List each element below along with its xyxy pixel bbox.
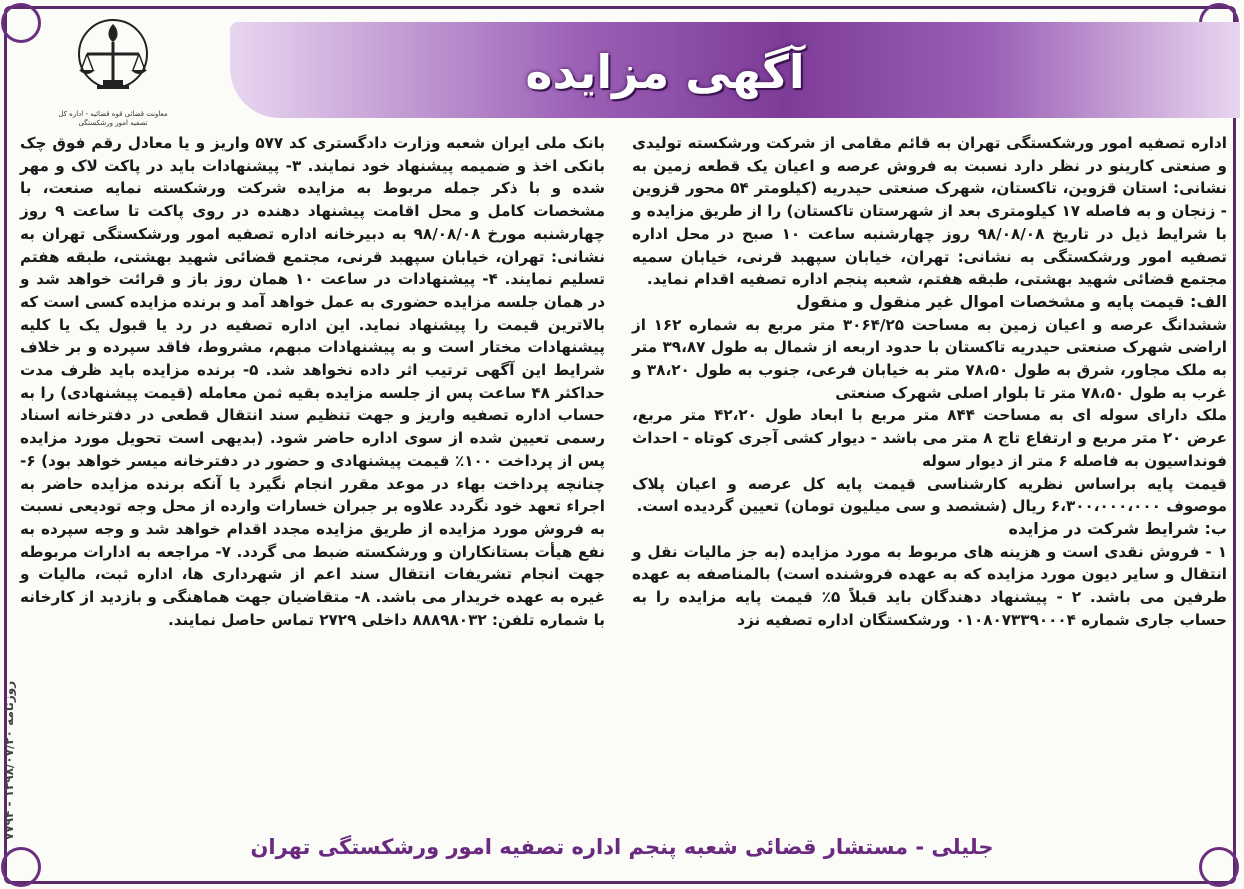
base-price: قیمت پایه براساس نظریه کارشناسی قیمت پایه کل عرصه و اعیان پلاک موصوف ۶،۳۰۰،۰۰۰،۰۰۰ ریال (ششصد و سی میلیون تومان) تعیین گردیده است. [632,474,1227,516]
conditions-start: ۱ - فروش نقدی است و هزینه های مربوط به مورد مزایده (به جز مالیات نقل و انتقال و سایر دیون مورد مزایده که به عهده فروشنده است) بالمناصفه به عهده طرفین می باشد. ۲ - پیشنهاد دهندگان باید قبلاً ۵٪ قیمت پایه مزایده را به حساب جاری شماره ۰۱۰۸۰۷۳۳۹۰۰۰۴ ورشکستگان اداره تصفیه نزد [632,542,1227,629]
right-column [632,132,1227,631]
corner-ornament [1,3,41,43]
shed-description: ملک دارای سوله ای به مساحت ۸۴۴ متر مربع با ابعاد طول ۴۲،۲۰ متر مربع، عرض ۲۰ متر مربع و ارتفاع تاج ۸ متر می باشد - دیوار کشی آجری کوتاه - احداث فونداسیون به فاصله ۶ متر از دیوار سوله [632,406,1227,470]
intro-paragraph [632,132,1227,291]
signature-line: جلیلی - مستشار قضائی شعبه پنجم اداره تصفیه امور ورشکستگی تهران [250,835,994,859]
section-b-heading: ب: شرایط شرکت در مزایده [1008,518,1227,538]
scales-of-justice-icon [63,14,163,110]
newspaper-date-stamp: روزنامه ۱۳۹۸/۰۷/۲۰ - ۷۷۹۴ [2,680,16,840]
left-column [20,132,605,631]
section-a-heading: الف: قیمت پایه و مشخصات اموال غیر منقول و منقول [796,291,1227,311]
conditions-continued: بانک ملی ایران شعبه وزارت دادگستری کد ۵۷۷ واریز و یا معادل رقم فوق چک بانکی اخذ و ضمیمه پیشنهاد خود نمایند. ۳- پیشنهادات باید در پاکت لاک و مهر شده و با ذکر جمله مربوط به مزایده شرکت ورشکسته نمایه صنعت، با مشخصات کامل و محل اقامت پیشنهاد دهنده در روی پاکت تا ساعت ۹ روز چهارشنبه مورخ ۹۸/۰۸/۰۸ به دبیرخانه اداره تصفیه امور ورشکستگی تهران به نشانی: تهران، خیابان سپهبد قرنی، مجتمع قضائی شهید بهشتی، طبقه هفتم تسلیم نمایند. ۴- پیشنهادات در ساعت ۱۰ همان روز باز و قرائت خواهد شد و در همان جلسه مزایده حضوری به عمل خواهد آمد و برنده مزایده کسی است که بالاترین قیمت را پیشنهاد نماید. این اداره تصفیه در رد یا قبول یک یا کلیه پیشنهادات مختار است و به پیشنهادات مبهم، مشروط، فاقد سپرده و بر خلاف شرایط این آگهی ترتیب اثر داده نخواهد شد. ۵- برنده مزایده باید ظرف مدت حداکثر ۴۸ ساعت پس از جلسه مزایده بقیه ثمن معامله (قیمت پیشنهادی) را به حساب اداره تصفیه واریز و جهت تنظیم سند انتقال قطعی در دفترخانه اسناد رسمی تعیین شده از سوی اداره حاضر شود. (بدیهی است تحویل مورد مزایده پس از پرداخت ۱۰۰٪ قیمت پیشنهادی و حضور در دفترخانه میسر خواهد بود) ۶- چنانچه پرداخت بهاء در موعد مقرر انجام نگیرد یا آنکه برنده مزایده حاضر به اجراء تعهد خود نگردد علاوه بر جبران خسارات وارده از محل وجه تودیعی نسبت به فروش مورد مزایده از طریق مزایده مجدد اقدام خواهد شد و وجه سپرده به نفع هیأت بستانکاران و ورشکسته ضبط می گردد. ۷- مراجعه به ادارات مربوطه جهت انجام تشریفات انتقال سند اعم از شهرداری ها، اداره ثبت، مالیات و غیره به عهده خریدار می باشد. ۸- متقاضیان جهت هماهنگی و بازدید از کارخانه با شماره تلفن: ۸۸۸۹۸۰۳۲ داخلی ۲۷۲۹ تماس حاصل نمایند. [20,134,606,629]
judiciary-emblem [58,14,168,134]
intro-text: به قائم مقامی از شرکت ورشکسته تولیدی و صنعتی کارینو در نظر دارد نسبت به فروش عرصه و اعیان یک قطعه زمین به نشانی: استان قزوین، تاکستان، شهرک صنعتی حیدریه (کیلومتر ۵۴ محور قزوین - زنجان و به فاصله ۱۷ کیلومتری بعد از شهرستان تاکستان) را از طریق مزایده و با شرایط ذیل در تاریخ ۹۸/۰۸/۰۸ روز چهارشنبه ساعت ۱۰ صبح در محل اداره تصفیه امور ورشکستگی به نشانی: تهران، خیابان سپهبد قرنی، خیابان سمیه مجتمع قضائی شهید بهشتی، طبقه هفتم، شعبه پنجم اداره تصفیه اقدام نماید. [632,134,1228,289]
emblem-caption: معاونت قضائی قوه قضائیه - اداره کل تصفیه امور ورشکستگی [58,110,168,127]
property-description: ششدانگ عرصه و اعیان زمین به مساحت ۳۰۶۴/۲۵ متر مربع به شماره ۱۶۲ از اراضی شهرک صنعتی حیدریه تاکستان با حدود اربعه از شمال به طول ۳۹،۸۷ متر به ملک مجاور، شرق به طول ۷۸،۵۰ متر به خیابان فرعی، جنوب به طول ۳۸،۲۰ و غرب به طول ۷۸،۵۰ متر تا بلوار اصلی شهرک صنعتی [632,315,1227,402]
page-title: آگهی مزایده [525,45,805,99]
intro-lead: اداره تصفیه امور ورشکستگی تهران [957,134,1227,152]
